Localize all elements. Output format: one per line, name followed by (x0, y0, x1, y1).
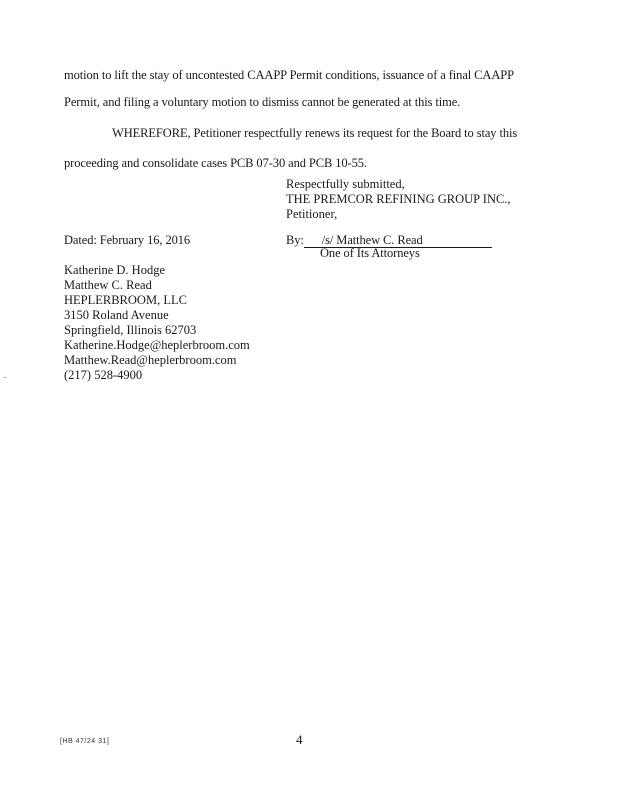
paragraph-2-line-1: WHEREFORE, Petitioner respectfully renews its request for the Board to stay this (112, 126, 518, 140)
signature-block (286, 177, 511, 222)
signer-name: /s/ Matthew C. Read (321, 233, 423, 247)
signer-title: One of Its Attorneys (320, 246, 420, 260)
counsel-email: Matthew.Read@heplerbroom.com (64, 353, 237, 367)
dated-line: Dated: February 16, 2016 (64, 233, 191, 247)
counsel-email: Katherine.Hodge@heplerbroom.com (64, 338, 250, 352)
scan-speck (4, 377, 6, 378)
paragraph-2-line-2: proceeding and consolidate cases PCB 07-30 and PCB 10-55. (64, 156, 367, 170)
document-code: [HB 47/24 31] (60, 738, 110, 745)
paragraph-1-line-1: motion to lift the stay of uncontested CAAPP Permit conditions, issuance of a final CAAPP (64, 68, 514, 82)
signature-role: Petitioner, (286, 207, 338, 221)
counsel-phone: (217) 528-4900 (64, 368, 143, 382)
page-number: 4 (296, 732, 303, 747)
signature-company: THE PREMCOR REFINING GROUP INC., (286, 192, 511, 206)
counsel-line: HEPLERBROOM, LLC (64, 293, 187, 307)
counsel-line: Springfield, Illinois 62703 (64, 323, 197, 337)
by-label: By: (286, 233, 304, 247)
counsel-line: Katherine D. Hodge (64, 263, 166, 277)
counsel-line: Matthew C. Read (64, 278, 152, 292)
counsel-line: 3150 Roland Avenue (64, 308, 169, 322)
signature-closing: Respectfully submitted, (286, 177, 405, 191)
counsel-block (64, 263, 250, 383)
paragraph-1-line-2: Permit, and filing a voluntary motion to dismiss cannot be generated at this time. (64, 95, 461, 109)
